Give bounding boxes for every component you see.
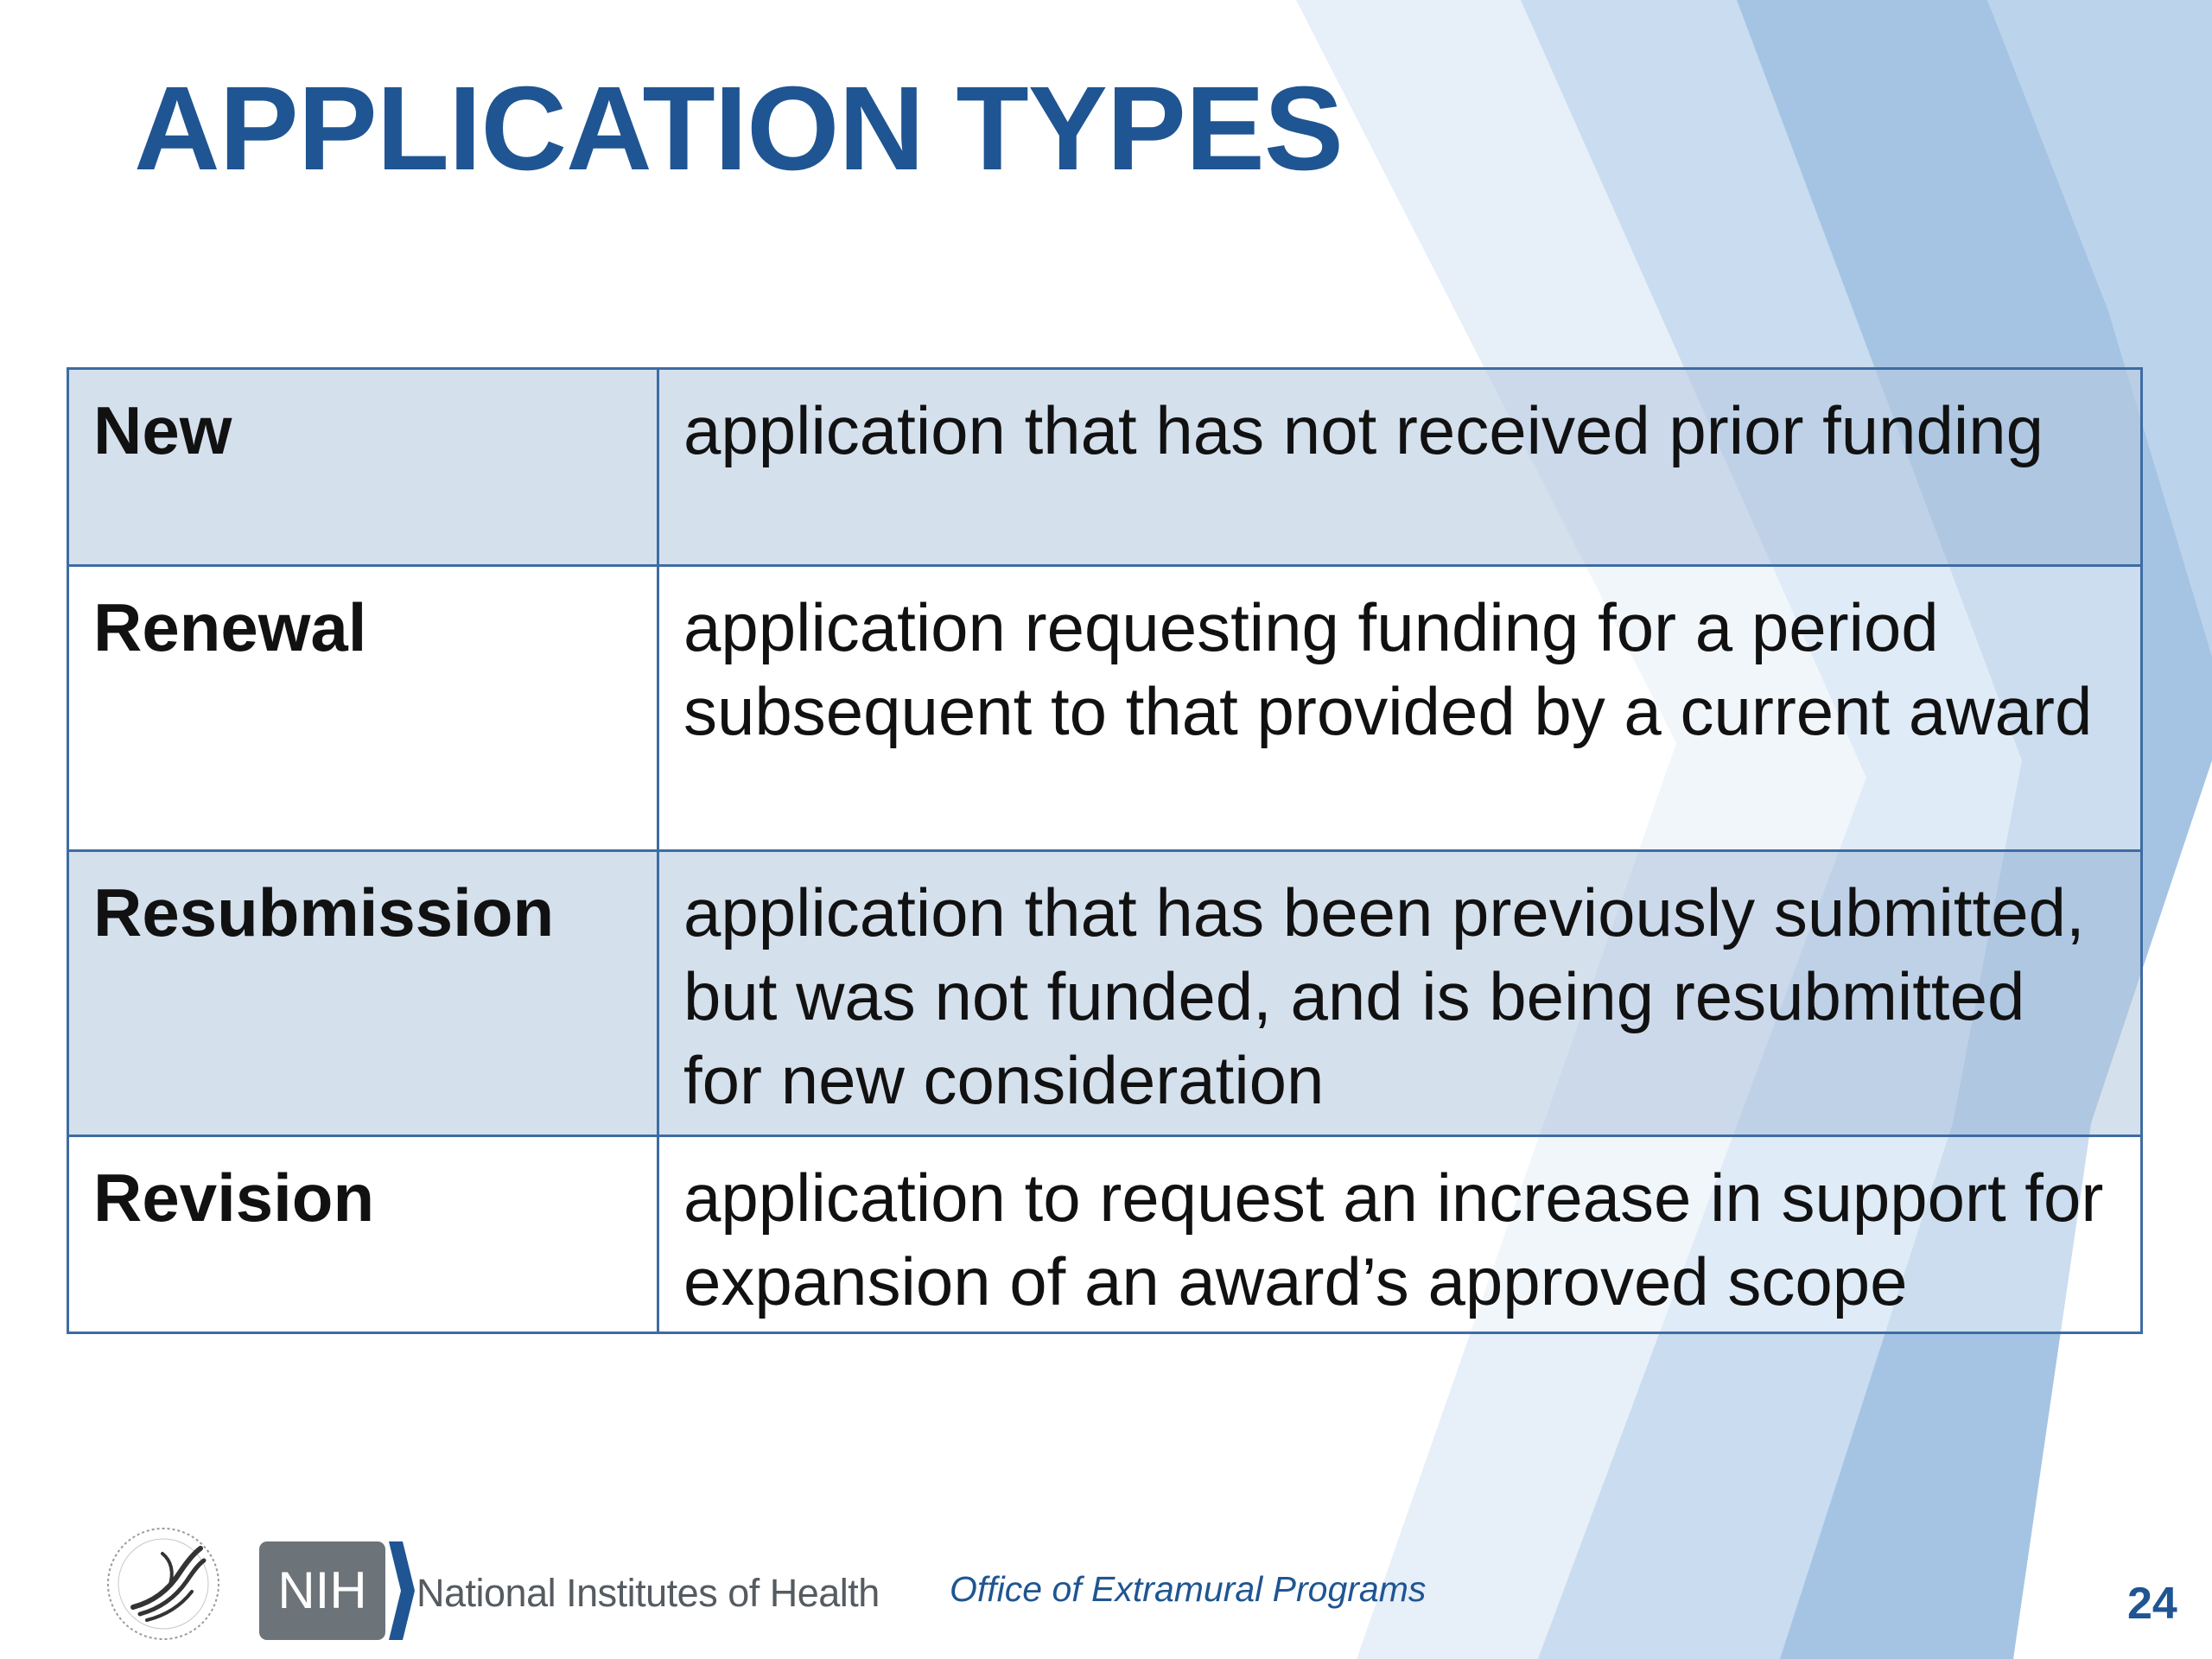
nih-logo-text: NIH: [277, 1561, 367, 1619]
term-cell: Revision: [68, 1136, 658, 1333]
slide-title: APPLICATION TYPES: [134, 62, 1343, 195]
definition-cell: application requesting funding for a period subsequent to that provided by a current award: [658, 566, 2142, 851]
office-name: Office of Extramural Programs: [950, 1569, 1427, 1609]
application-types-table: [67, 367, 2143, 1334]
table-row-renewal: [68, 566, 2142, 851]
page-number: 24: [2127, 1579, 2177, 1629]
nih-logo-icon: [259, 1541, 415, 1640]
term-cell: New: [68, 369, 658, 566]
term-cell: Renewal: [68, 566, 658, 851]
definition-cell: application that has been previously submitted, but was not funded, and is being resubmitted for new consideration: [658, 851, 2142, 1136]
table-row-resubmission: [68, 851, 2142, 1136]
definition-cell: application that has not received prior funding: [658, 369, 2142, 566]
table-row-new: [68, 369, 2142, 566]
nih-full-name: National Institutes of Health: [416, 1571, 880, 1615]
definition-cell: application to request an increase in support for expansion of an award’s approved scope: [658, 1136, 2142, 1333]
table-row-revision: [68, 1136, 2142, 1333]
hhs-seal-icon: [102, 1522, 225, 1645]
term-cell: Resubmission: [68, 851, 658, 1136]
